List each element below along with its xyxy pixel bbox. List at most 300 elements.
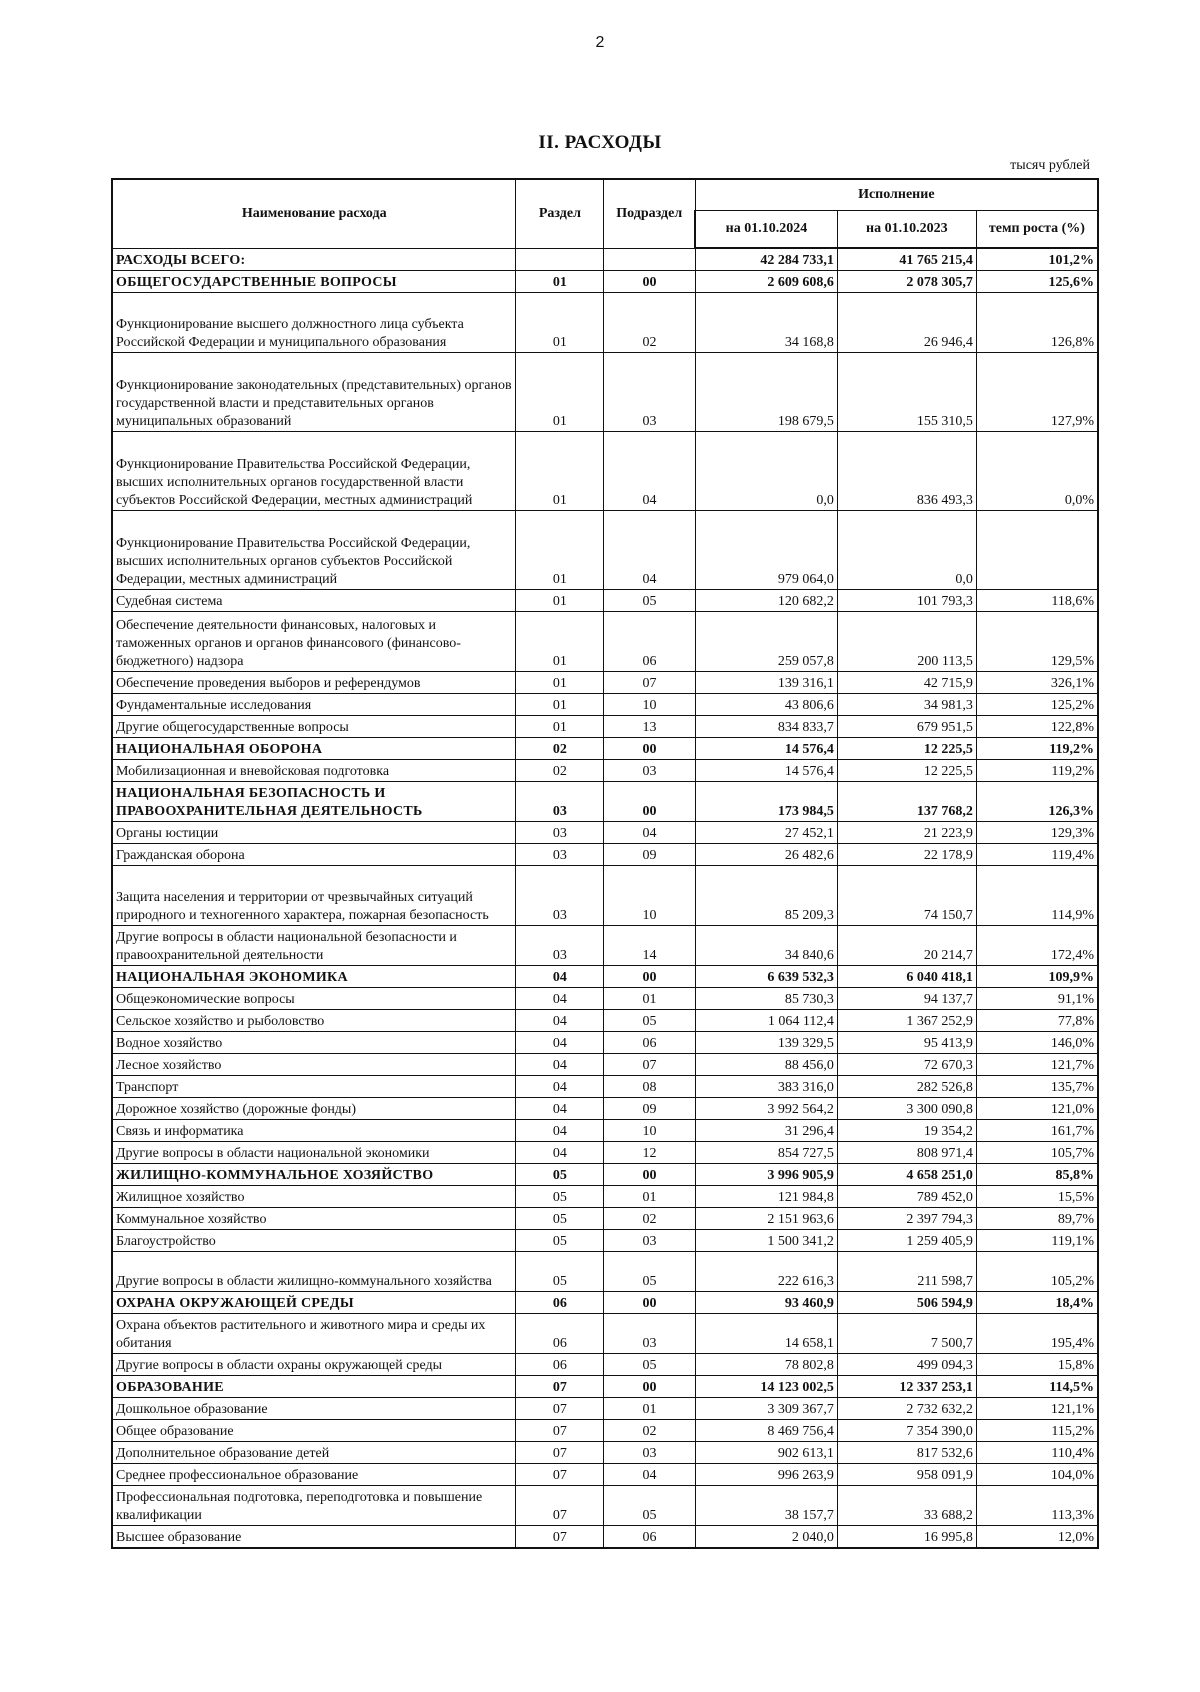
table-row bbox=[112, 1252, 1098, 1292]
row-podrazdel: 10 bbox=[604, 1120, 695, 1142]
row-razdel: 05 bbox=[516, 1230, 604, 1252]
row-growth: 91,1% bbox=[976, 988, 1098, 1010]
row-growth: 18,4% bbox=[976, 1292, 1098, 1314]
row-podrazdel: 01 bbox=[604, 1398, 695, 1420]
row-name: Дополнительное образование детей bbox=[112, 1442, 516, 1464]
row-value-2023: 808 971,4 bbox=[837, 1142, 976, 1164]
row-value-2024: 14 123 002,5 bbox=[695, 1376, 837, 1398]
units-label: тысяч рублей bbox=[1010, 158, 1090, 173]
table-row bbox=[112, 866, 1098, 926]
row-podrazdel: 06 bbox=[604, 1032, 695, 1054]
section-row bbox=[112, 782, 1098, 822]
row-razdel: 07 bbox=[516, 1398, 604, 1420]
row-value-2024: 8 469 756,4 bbox=[695, 1420, 837, 1442]
row-name: Органы юстиции bbox=[112, 822, 516, 844]
row-podrazdel: 12 bbox=[604, 1142, 695, 1164]
row-growth: 118,6% bbox=[976, 590, 1098, 612]
row-growth: 129,5% bbox=[976, 612, 1098, 672]
row-podrazdel: 04 bbox=[604, 511, 695, 590]
row-podrazdel: 05 bbox=[604, 1010, 695, 1032]
row-growth: 110,4% bbox=[976, 1442, 1098, 1464]
row-name: Общеэкономические вопросы bbox=[112, 988, 516, 1010]
row-growth: 122,8% bbox=[976, 716, 1098, 738]
row-podrazdel: 05 bbox=[604, 1486, 695, 1526]
table-row bbox=[112, 760, 1098, 782]
section-row bbox=[112, 248, 1098, 271]
row-name: Мобилизационная и вневойсковая подготовка bbox=[112, 760, 516, 782]
row-razdel: 04 bbox=[516, 988, 604, 1010]
row-growth: 77,8% bbox=[976, 1010, 1098, 1032]
row-razdel: 07 bbox=[516, 1376, 604, 1398]
expenses-table bbox=[111, 178, 1099, 1549]
row-value-2023: 7 354 390,0 bbox=[837, 1420, 976, 1442]
header-execution: Исполнение bbox=[695, 179, 1098, 211]
row-growth: 113,3% bbox=[976, 1486, 1098, 1526]
row-value-2023: 137 768,2 bbox=[837, 782, 976, 822]
table-row bbox=[112, 293, 1098, 353]
row-value-2023: 3 300 090,8 bbox=[837, 1098, 976, 1120]
row-razdel: 03 bbox=[516, 866, 604, 926]
row-razdel: 07 bbox=[516, 1464, 604, 1486]
row-value-2024: 93 460,9 bbox=[695, 1292, 837, 1314]
row-value-2024: 3 309 367,7 bbox=[695, 1398, 837, 1420]
row-growth: 119,4% bbox=[976, 844, 1098, 866]
header-podrazdel: Подраздел bbox=[604, 179, 695, 248]
row-name: Функционирование Правительства Российской Федерации, высших исполнительных органов государственной власти субъектов Российской Федерации, местных администраций bbox=[112, 432, 516, 511]
row-name: Коммунальное хозяйство bbox=[112, 1208, 516, 1230]
row-name: Транспорт bbox=[112, 1076, 516, 1098]
row-value-2023: 6 040 418,1 bbox=[837, 966, 976, 988]
row-value-2023: 20 214,7 bbox=[837, 926, 976, 966]
row-name: ОБЩЕГОСУДАРСТВЕННЫЕ ВОПРОСЫ bbox=[112, 271, 516, 293]
row-razdel: 04 bbox=[516, 1142, 604, 1164]
row-name: Фундаментальные исследования bbox=[112, 694, 516, 716]
row-growth: 195,4% bbox=[976, 1314, 1098, 1354]
row-value-2024: 198 679,5 bbox=[695, 353, 837, 432]
row-value-2023: 22 178,9 bbox=[837, 844, 976, 866]
row-podrazdel: 03 bbox=[604, 1442, 695, 1464]
row-value-2024: 42 284 733,1 bbox=[695, 248, 837, 271]
row-podrazdel: 01 bbox=[604, 1186, 695, 1208]
row-podrazdel: 00 bbox=[604, 1376, 695, 1398]
row-podrazdel: 00 bbox=[604, 738, 695, 760]
row-value-2024: 2 151 963,6 bbox=[695, 1208, 837, 1230]
row-value-2024: 27 452,1 bbox=[695, 822, 837, 844]
row-growth: 15,5% bbox=[976, 1186, 1098, 1208]
row-name: Охрана объектов растительного и животного мира и среды их обитания bbox=[112, 1314, 516, 1354]
header-date-2023: на 01.10.2023 bbox=[837, 211, 976, 249]
header-name: Наименование расхода bbox=[112, 179, 516, 248]
row-name: Среднее профессиональное образование bbox=[112, 1464, 516, 1486]
section-row bbox=[112, 1164, 1098, 1186]
page-number: 2 bbox=[595, 34, 605, 51]
row-growth: 101,2% bbox=[976, 248, 1098, 271]
row-name: Дорожное хозяйство (дорожные фонды) bbox=[112, 1098, 516, 1120]
header-growth: темп роста (%) bbox=[976, 211, 1098, 249]
row-growth: 119,2% bbox=[976, 738, 1098, 760]
row-growth: 109,9% bbox=[976, 966, 1098, 988]
row-value-2023: 16 995,8 bbox=[837, 1526, 976, 1549]
row-value-2023: 2 397 794,3 bbox=[837, 1208, 976, 1230]
row-razdel: 05 bbox=[516, 1208, 604, 1230]
table-row bbox=[112, 822, 1098, 844]
row-value-2023: 506 594,9 bbox=[837, 1292, 976, 1314]
row-value-2024: 14 658,1 bbox=[695, 1314, 837, 1354]
row-razdel: 01 bbox=[516, 271, 604, 293]
row-value-2023: 42 715,9 bbox=[837, 672, 976, 694]
row-podrazdel: 04 bbox=[604, 1464, 695, 1486]
row-growth: 105,7% bbox=[976, 1142, 1098, 1164]
row-name: Другие вопросы в области охраны окружающей среды bbox=[112, 1354, 516, 1376]
table-row bbox=[112, 1314, 1098, 1354]
row-value-2023: 94 137,7 bbox=[837, 988, 976, 1010]
row-razdel: 02 bbox=[516, 760, 604, 782]
row-growth: 105,2% bbox=[976, 1252, 1098, 1292]
row-value-2024: 6 639 532,3 bbox=[695, 966, 837, 988]
row-growth bbox=[976, 511, 1098, 590]
row-razdel: 01 bbox=[516, 590, 604, 612]
table-row bbox=[112, 353, 1098, 432]
row-value-2024: 85 209,3 bbox=[695, 866, 837, 926]
row-growth: 135,7% bbox=[976, 1076, 1098, 1098]
row-name: Водное хозяйство bbox=[112, 1032, 516, 1054]
table-row bbox=[112, 1464, 1098, 1486]
row-name: Другие вопросы в области национальной экономики bbox=[112, 1142, 516, 1164]
row-growth: 104,0% bbox=[976, 1464, 1098, 1486]
row-value-2024: 139 329,5 bbox=[695, 1032, 837, 1054]
row-razdel: 03 bbox=[516, 926, 604, 966]
row-name: Дошкольное образование bbox=[112, 1398, 516, 1420]
row-name: Гражданская оборона bbox=[112, 844, 516, 866]
row-growth: 114,9% bbox=[976, 866, 1098, 926]
row-value-2023: 679 951,5 bbox=[837, 716, 976, 738]
row-razdel: 03 bbox=[516, 822, 604, 844]
row-razdel: 04 bbox=[516, 1120, 604, 1142]
table-row bbox=[112, 1526, 1098, 1549]
table-row bbox=[112, 926, 1098, 966]
row-growth: 121,7% bbox=[976, 1054, 1098, 1076]
table-row bbox=[112, 1186, 1098, 1208]
row-podrazdel: 02 bbox=[604, 293, 695, 353]
row-growth: 89,7% bbox=[976, 1208, 1098, 1230]
row-value-2023: 2 732 632,2 bbox=[837, 1398, 976, 1420]
row-name: Обеспечение деятельности финансовых, налоговых и таможенных органов и органов финансового (финансово-бюджетного) надзора bbox=[112, 612, 516, 672]
row-growth: 126,8% bbox=[976, 293, 1098, 353]
row-name: НАЦИОНАЛЬНАЯ ЭКОНОМИКА bbox=[112, 966, 516, 988]
row-value-2024: 2 609 608,6 bbox=[695, 271, 837, 293]
row-growth: 146,0% bbox=[976, 1032, 1098, 1054]
table-row bbox=[112, 1398, 1098, 1420]
row-value-2023: 12 225,5 bbox=[837, 760, 976, 782]
table-row bbox=[112, 988, 1098, 1010]
row-name: Сельское хозяйство и рыболовство bbox=[112, 1010, 516, 1032]
row-growth: 126,3% bbox=[976, 782, 1098, 822]
row-razdel: 06 bbox=[516, 1292, 604, 1314]
row-value-2024: 14 576,4 bbox=[695, 738, 837, 760]
table-row bbox=[112, 1442, 1098, 1464]
row-value-2023: 12 225,5 bbox=[837, 738, 976, 760]
table-row bbox=[112, 844, 1098, 866]
row-growth: 12,0% bbox=[976, 1526, 1098, 1549]
row-growth: 125,2% bbox=[976, 694, 1098, 716]
row-name: Общее образование bbox=[112, 1420, 516, 1442]
table-row bbox=[112, 1120, 1098, 1142]
row-name: Функционирование Правительства Российской Федерации, высших исполнительных органов субъектов Российской Федерации, местных администраций bbox=[112, 511, 516, 590]
row-value-2024: 121 984,8 bbox=[695, 1186, 837, 1208]
table-row bbox=[112, 1142, 1098, 1164]
row-growth: 129,3% bbox=[976, 822, 1098, 844]
row-name: Благоустройство bbox=[112, 1230, 516, 1252]
row-podrazdel: 04 bbox=[604, 822, 695, 844]
section-row bbox=[112, 1292, 1098, 1314]
row-value-2024: 43 806,6 bbox=[695, 694, 837, 716]
row-value-2024: 78 802,8 bbox=[695, 1354, 837, 1376]
row-growth: 119,2% bbox=[976, 760, 1098, 782]
table-row bbox=[112, 1354, 1098, 1376]
table-row bbox=[112, 1420, 1098, 1442]
row-value-2024: 979 064,0 bbox=[695, 511, 837, 590]
row-growth: 121,1% bbox=[976, 1398, 1098, 1420]
row-value-2024: 3 992 564,2 bbox=[695, 1098, 837, 1120]
row-growth: 125,6% bbox=[976, 271, 1098, 293]
row-value-2023: 789 452,0 bbox=[837, 1186, 976, 1208]
row-growth: 85,8% bbox=[976, 1164, 1098, 1186]
row-value-2024: 854 727,5 bbox=[695, 1142, 837, 1164]
table-row bbox=[112, 694, 1098, 716]
row-podrazdel: 00 bbox=[604, 966, 695, 988]
row-value-2024: 902 613,1 bbox=[695, 1442, 837, 1464]
table-row bbox=[112, 1230, 1098, 1252]
row-podrazdel: 05 bbox=[604, 590, 695, 612]
row-podrazdel: 00 bbox=[604, 271, 695, 293]
row-growth: 326,1% bbox=[976, 672, 1098, 694]
row-razdel: 03 bbox=[516, 844, 604, 866]
header-razdel: Раздел bbox=[516, 179, 604, 248]
row-razdel: 04 bbox=[516, 966, 604, 988]
row-razdel bbox=[516, 248, 604, 271]
row-growth: 0,0% bbox=[976, 432, 1098, 511]
row-value-2023: 1 367 252,9 bbox=[837, 1010, 976, 1032]
row-razdel: 01 bbox=[516, 612, 604, 672]
row-razdel: 04 bbox=[516, 1076, 604, 1098]
row-value-2024: 222 616,3 bbox=[695, 1252, 837, 1292]
row-growth: 121,0% bbox=[976, 1098, 1098, 1120]
row-growth: 114,5% bbox=[976, 1376, 1098, 1398]
table-row bbox=[112, 511, 1098, 590]
row-podrazdel: 03 bbox=[604, 1230, 695, 1252]
row-name: Другие общегосударственные вопросы bbox=[112, 716, 516, 738]
row-name: ОБРАЗОВАНИЕ bbox=[112, 1376, 516, 1398]
row-podrazdel: 14 bbox=[604, 926, 695, 966]
header-date-2024: на 01.10.2024 bbox=[695, 211, 837, 249]
row-growth: 119,1% bbox=[976, 1230, 1098, 1252]
row-value-2024: 996 263,9 bbox=[695, 1464, 837, 1486]
row-name: НАЦИОНАЛЬНАЯ БЕЗОПАСНОСТЬ И ПРАВООХРАНИТЕЛЬНАЯ ДЕЯТЕЛЬНОСТЬ bbox=[112, 782, 516, 822]
row-podrazdel: 10 bbox=[604, 866, 695, 926]
row-podrazdel: 03 bbox=[604, 353, 695, 432]
row-name: ОХРАНА ОКРУЖАЮЩЕЙ СРЕДЫ bbox=[112, 1292, 516, 1314]
table-row bbox=[112, 1076, 1098, 1098]
row-value-2023: 211 598,7 bbox=[837, 1252, 976, 1292]
row-value-2023: 26 946,4 bbox=[837, 293, 976, 353]
row-value-2023: 282 526,8 bbox=[837, 1076, 976, 1098]
row-podrazdel: 05 bbox=[604, 1252, 695, 1292]
row-value-2023: 817 532,6 bbox=[837, 1442, 976, 1464]
table-row bbox=[112, 432, 1098, 511]
row-value-2023: 33 688,2 bbox=[837, 1486, 976, 1526]
row-podrazdel bbox=[604, 248, 695, 271]
row-podrazdel: 03 bbox=[604, 760, 695, 782]
row-name: Функционирование законодательных (представительных) органов государственной власти и представительных органов муниципальных образований bbox=[112, 353, 516, 432]
row-value-2024: 38 157,7 bbox=[695, 1486, 837, 1526]
row-podrazdel: 06 bbox=[604, 612, 695, 672]
row-value-2024: 34 168,8 bbox=[695, 293, 837, 353]
row-value-2023: 101 793,3 bbox=[837, 590, 976, 612]
row-podrazdel: 03 bbox=[604, 1314, 695, 1354]
row-razdel: 01 bbox=[516, 511, 604, 590]
row-razdel: 07 bbox=[516, 1526, 604, 1549]
row-value-2024: 0,0 bbox=[695, 432, 837, 511]
row-name: РАСХОДЫ ВСЕГО: bbox=[112, 248, 516, 271]
row-name: Судебная система bbox=[112, 590, 516, 612]
row-name: Высшее образование bbox=[112, 1526, 516, 1549]
row-name: Лесное хозяйство bbox=[112, 1054, 516, 1076]
section-row bbox=[112, 738, 1098, 760]
row-podrazdel: 01 bbox=[604, 988, 695, 1010]
row-value-2024: 3 996 905,9 bbox=[695, 1164, 837, 1186]
row-podrazdel: 00 bbox=[604, 782, 695, 822]
row-razdel: 01 bbox=[516, 672, 604, 694]
row-razdel: 02 bbox=[516, 738, 604, 760]
row-value-2023: 7 500,7 bbox=[837, 1314, 976, 1354]
row-razdel: 01 bbox=[516, 353, 604, 432]
row-value-2024: 120 682,2 bbox=[695, 590, 837, 612]
row-razdel: 01 bbox=[516, 293, 604, 353]
row-razdel: 07 bbox=[516, 1486, 604, 1526]
row-razdel: 04 bbox=[516, 1010, 604, 1032]
row-value-2023: 12 337 253,1 bbox=[837, 1376, 976, 1398]
row-value-2023: 155 310,5 bbox=[837, 353, 976, 432]
table-row bbox=[112, 716, 1098, 738]
row-podrazdel: 02 bbox=[604, 1420, 695, 1442]
table-body bbox=[112, 248, 1098, 1548]
row-podrazdel: 06 bbox=[604, 1526, 695, 1549]
row-growth: 127,9% bbox=[976, 353, 1098, 432]
row-value-2024: 259 057,8 bbox=[695, 612, 837, 672]
table-row bbox=[112, 672, 1098, 694]
table-row bbox=[112, 1486, 1098, 1526]
row-value-2024: 34 840,6 bbox=[695, 926, 837, 966]
row-name: Обеспечение проведения выборов и референдумов bbox=[112, 672, 516, 694]
row-value-2024: 173 984,5 bbox=[695, 782, 837, 822]
row-podrazdel: 05 bbox=[604, 1354, 695, 1376]
row-razdel: 01 bbox=[516, 432, 604, 511]
row-value-2024: 383 316,0 bbox=[695, 1076, 837, 1098]
row-value-2024: 85 730,3 bbox=[695, 988, 837, 1010]
row-name: Функционирование высшего должностного лица субъекта Российской Федерации и муниципального образования bbox=[112, 293, 516, 353]
section-row bbox=[112, 1376, 1098, 1398]
table-row bbox=[112, 612, 1098, 672]
row-name: Связь и информатика bbox=[112, 1120, 516, 1142]
row-value-2023: 2 078 305,7 bbox=[837, 271, 976, 293]
row-razdel: 06 bbox=[516, 1354, 604, 1376]
row-value-2023: 74 150,7 bbox=[837, 866, 976, 926]
row-value-2024: 139 316,1 bbox=[695, 672, 837, 694]
row-growth: 172,4% bbox=[976, 926, 1098, 966]
row-podrazdel: 07 bbox=[604, 672, 695, 694]
row-value-2024: 1 500 341,2 bbox=[695, 1230, 837, 1252]
table-row bbox=[112, 1098, 1098, 1120]
row-value-2023: 41 765 215,4 bbox=[837, 248, 976, 271]
row-value-2024: 14 576,4 bbox=[695, 760, 837, 782]
row-razdel: 04 bbox=[516, 1054, 604, 1076]
row-value-2024: 834 833,7 bbox=[695, 716, 837, 738]
row-podrazdel: 02 bbox=[604, 1208, 695, 1230]
table-row bbox=[112, 590, 1098, 612]
row-podrazdel: 09 bbox=[604, 1098, 695, 1120]
section-title: II. РАСХОДЫ bbox=[538, 132, 662, 153]
row-razdel: 05 bbox=[516, 1164, 604, 1186]
row-podrazdel: 08 bbox=[604, 1076, 695, 1098]
row-growth: 161,7% bbox=[976, 1120, 1098, 1142]
row-name: Профессиональная подготовка, переподготовка и повышение квалификации bbox=[112, 1486, 516, 1526]
row-podrazdel: 00 bbox=[604, 1292, 695, 1314]
row-razdel: 05 bbox=[516, 1186, 604, 1208]
row-name: Другие вопросы в области жилищно-коммунального хозяйства bbox=[112, 1252, 516, 1292]
row-razdel: 01 bbox=[516, 694, 604, 716]
section-row bbox=[112, 271, 1098, 293]
row-value-2024: 2 040,0 bbox=[695, 1526, 837, 1549]
row-value-2023: 34 981,3 bbox=[837, 694, 976, 716]
row-name: НАЦИОНАЛЬНАЯ ОБОРОНА bbox=[112, 738, 516, 760]
table-row bbox=[112, 1010, 1098, 1032]
row-value-2023: 4 658 251,0 bbox=[837, 1164, 976, 1186]
row-razdel: 07 bbox=[516, 1420, 604, 1442]
row-razdel: 04 bbox=[516, 1098, 604, 1120]
row-podrazdel: 10 bbox=[604, 694, 695, 716]
row-value-2023: 200 113,5 bbox=[837, 612, 976, 672]
row-value-2023: 19 354,2 bbox=[837, 1120, 976, 1142]
row-name: Другие вопросы в области национальной безопасности и правоохранительной деятельности bbox=[112, 926, 516, 966]
row-value-2023: 21 223,9 bbox=[837, 822, 976, 844]
row-value-2023: 1 259 405,9 bbox=[837, 1230, 976, 1252]
table-row bbox=[112, 1054, 1098, 1076]
row-value-2023: 836 493,3 bbox=[837, 432, 976, 511]
row-value-2024: 26 482,6 bbox=[695, 844, 837, 866]
row-podrazdel: 00 bbox=[604, 1164, 695, 1186]
row-name: Жилищное хозяйство bbox=[112, 1186, 516, 1208]
row-razdel: 01 bbox=[516, 716, 604, 738]
row-value-2023: 95 413,9 bbox=[837, 1032, 976, 1054]
row-growth: 115,2% bbox=[976, 1420, 1098, 1442]
row-razdel: 07 bbox=[516, 1442, 604, 1464]
row-podrazdel: 09 bbox=[604, 844, 695, 866]
row-podrazdel: 04 bbox=[604, 432, 695, 511]
row-value-2024: 31 296,4 bbox=[695, 1120, 837, 1142]
row-razdel: 06 bbox=[516, 1314, 604, 1354]
row-growth: 15,8% bbox=[976, 1354, 1098, 1376]
section-row bbox=[112, 966, 1098, 988]
row-value-2023: 72 670,3 bbox=[837, 1054, 976, 1076]
table-row bbox=[112, 1208, 1098, 1230]
row-razdel: 04 bbox=[516, 1032, 604, 1054]
row-razdel: 03 bbox=[516, 782, 604, 822]
row-podrazdel: 07 bbox=[604, 1054, 695, 1076]
row-razdel: 05 bbox=[516, 1252, 604, 1292]
row-name: ЖИЛИЩНО-КОММУНАЛЬНОЕ ХОЗЯЙСТВО bbox=[112, 1164, 516, 1186]
row-name: Защита населения и территории от чрезвычайных ситуаций природного и техногенного характера, пожарная безопасность bbox=[112, 866, 516, 926]
table-row bbox=[112, 1032, 1098, 1054]
